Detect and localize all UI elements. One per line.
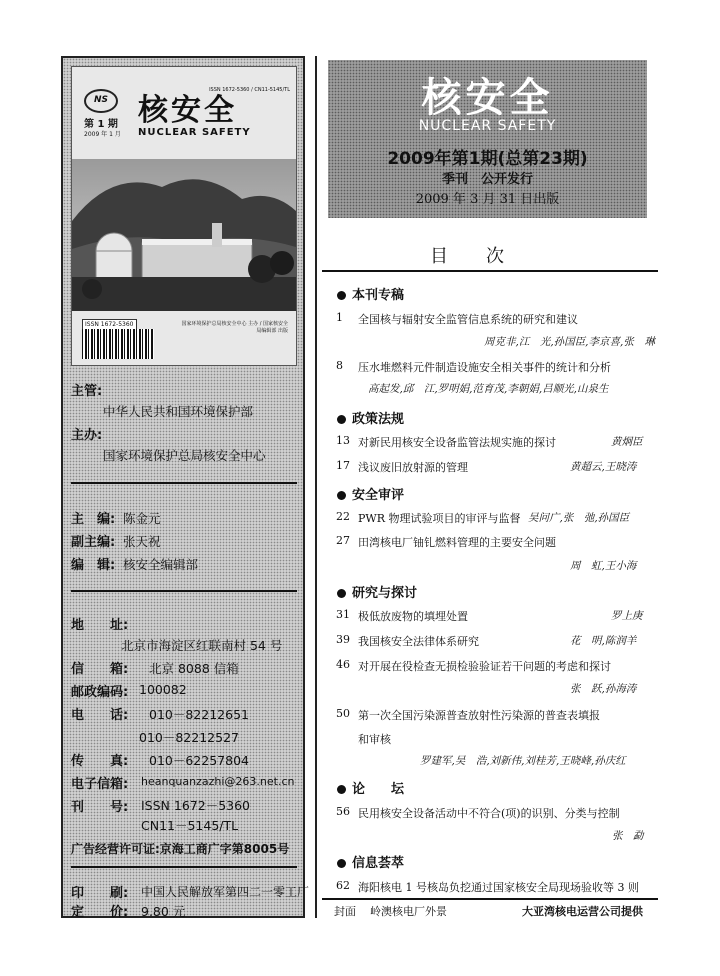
article-title[interactable]: 全国核与辐射安全监管信息系统的研究和建议 bbox=[358, 313, 578, 326]
fax-label: 传 真: bbox=[71, 754, 129, 769]
sponsor-label: 主办: bbox=[71, 428, 103, 443]
journal-header bbox=[328, 60, 647, 218]
article-page: 17 bbox=[336, 459, 350, 472]
article-title[interactable]: PWR 物理试验项目的审评与监督 bbox=[358, 512, 521, 525]
bullet-icon bbox=[337, 491, 346, 500]
article-title[interactable]: 海阳核电 1 号核岛负挖通过国家核安全局现场验收等 3 则 bbox=[358, 881, 639, 894]
cover-label: 封面 bbox=[334, 905, 356, 918]
bullet-icon bbox=[337, 291, 346, 300]
article-title[interactable]: 田湾核电厂铀钆燃料管理的主要安全问题 bbox=[358, 536, 556, 549]
bullet-icon bbox=[337, 859, 346, 868]
journal-title: 核安全 bbox=[421, 75, 554, 121]
article-page: 46 bbox=[336, 658, 350, 671]
cn-value: CN11－5145/TL bbox=[141, 818, 239, 833]
divider bbox=[71, 590, 297, 592]
cover-date: 2009 年 1 月 bbox=[84, 131, 121, 138]
article-title[interactable]: 极低放废物的填埋处置 bbox=[358, 610, 468, 623]
mailbox-label: 信 箱: bbox=[71, 662, 129, 677]
bullet-icon bbox=[337, 589, 346, 598]
deputy-value: 张天祝 bbox=[123, 534, 161, 549]
office-label: 编 辑: bbox=[71, 558, 116, 573]
article-title-cont: 和审核 bbox=[358, 733, 391, 746]
printer-value: 中国人民解放军第四二一零工厂 bbox=[141, 885, 310, 899]
sponsor-value: 国家环境保护总局核安全中心 bbox=[103, 448, 266, 463]
article-title[interactable]: 我国核安全法律体系研究 bbox=[358, 635, 479, 648]
toc-section: 安全审评 bbox=[337, 484, 404, 503]
article-page: 56 bbox=[336, 805, 350, 818]
cover-title: 核安全 bbox=[138, 93, 237, 128]
publication-date: 2009 年 3 月 31 日出版 bbox=[415, 192, 560, 207]
article-authors: 高起发,邱 江,罗明娟,范育茂,李朝娟,吕顺光,山泉生 bbox=[368, 383, 609, 395]
supervisor-value: 中华人民共和国环境保护部 bbox=[103, 404, 254, 419]
article-title[interactable]: 民用核安全设备活动中不符合(项)的识别、分类与控制 bbox=[358, 807, 620, 820]
article-page: 8 bbox=[336, 359, 343, 372]
article-title[interactable]: 浅议废旧放射源的管理 bbox=[358, 461, 468, 474]
cover-title-en: NUCLEAR SAFETY bbox=[138, 127, 251, 138]
mailbox-value: 北京 8088 信箱 bbox=[149, 661, 239, 676]
toc-heading: 目次 bbox=[430, 246, 542, 267]
article-page: 27 bbox=[336, 534, 350, 547]
phone-value-1: 010－82212651 bbox=[149, 707, 249, 722]
editor-label: 主 编: bbox=[71, 512, 116, 527]
power-plant-photo bbox=[72, 159, 296, 311]
postcode-label: 邮政编码: bbox=[71, 685, 129, 700]
ad-license: 广告经营许可证:京海工商广字第8005号 bbox=[71, 842, 290, 856]
office-value: 核安全编辑部 bbox=[123, 557, 199, 572]
toc-section: 论 坛 bbox=[337, 778, 404, 797]
printer-label: 印 刷: bbox=[71, 886, 129, 901]
fax-value: 010－62257804 bbox=[149, 753, 249, 768]
article-page: 31 bbox=[336, 608, 350, 621]
issn-value: ISSN 1672－5360 bbox=[141, 798, 251, 813]
cover-issn-top: ISSN 1672-5360 / CN11-5145/TL bbox=[209, 87, 290, 93]
article-page: 50 bbox=[336, 707, 350, 720]
toc-rule bbox=[322, 270, 658, 272]
journal-title-en: NUCLEAR SAFETY bbox=[418, 118, 557, 134]
article-authors: 罗建军,吴 浩,刘新伟,刘桂芳,王晓峰,孙庆红 bbox=[420, 755, 626, 767]
article-authors: 黄炯臣 bbox=[611, 436, 643, 448]
divider bbox=[71, 866, 297, 868]
bullet-icon bbox=[337, 415, 346, 424]
toc-section: 政策法规 bbox=[337, 408, 404, 427]
cover-issue: 第 1 期 bbox=[84, 119, 118, 130]
cover-description: 岭澳核电厂外景 bbox=[370, 905, 447, 918]
email-value: heanquanzazhi@263.net.cn bbox=[141, 775, 295, 788]
article-title[interactable]: 对开展在役检查无损检验验证若干问题的考虑和探讨 bbox=[358, 660, 611, 673]
email-label: 电子信箱: bbox=[71, 777, 129, 792]
article-authors: 罗上庚 bbox=[611, 610, 643, 622]
price-label: 定 价: bbox=[71, 905, 129, 920]
deputy-label: 副主编: bbox=[71, 535, 116, 550]
article-page: 22 bbox=[336, 510, 350, 523]
article-page: 62 bbox=[336, 879, 350, 892]
toc-section: 信息荟萃 bbox=[337, 852, 404, 871]
cover-issn: ISSN 1672-5360 bbox=[82, 319, 137, 330]
address-value: 北京市海淀区红联南村 54 号 bbox=[121, 638, 283, 653]
article-authors: 周克非,江 光,孙国臣,李京喜,张 琳 bbox=[484, 336, 655, 348]
cover-image bbox=[71, 66, 297, 366]
article-authors: 张 跃,孙海涛 bbox=[570, 683, 637, 695]
divider bbox=[71, 482, 297, 484]
article-authors: 周 虹,王小海 bbox=[570, 560, 637, 572]
toc-rule bbox=[322, 898, 658, 900]
editor-value: 陈金元 bbox=[123, 511, 161, 526]
phone-value-2: 010－82212527 bbox=[139, 730, 239, 745]
bullet-icon bbox=[337, 785, 346, 794]
price-value: 9.80 元 bbox=[141, 904, 186, 919]
article-title[interactable]: 第一次全国污染源普查放射性污染源的普查表填报 bbox=[358, 709, 600, 722]
article-page: 39 bbox=[336, 633, 350, 646]
column-divider bbox=[315, 56, 317, 918]
cover-publisher: 国家环境保护总局核安全中心 主办 / 国家核安全局编辑部 出版 bbox=[181, 321, 288, 334]
publication-type: 季刊 公开发行 bbox=[441, 172, 533, 187]
issue-number: 2009年第1期(总第23期) bbox=[387, 149, 588, 169]
article-authors: 黄超云,王晓涛 bbox=[570, 461, 637, 473]
article-authors: 吴问广,张 弛,孙国臣 bbox=[528, 512, 630, 524]
postcode-value: 100082 bbox=[139, 682, 187, 697]
address-label: 地 址: bbox=[71, 618, 129, 633]
article-authors: 张 勐 bbox=[612, 830, 644, 842]
supervisor-label: 主管: bbox=[71, 384, 103, 399]
masthead-panel bbox=[61, 56, 310, 920]
barcode bbox=[82, 329, 154, 359]
cover-credit: 大亚湾核电运营公司提供 bbox=[522, 905, 643, 918]
article-title[interactable]: 压水堆燃料元件制造设施安全相关事件的统计和分析 bbox=[358, 361, 611, 374]
journal-logo: NS bbox=[84, 89, 118, 113]
toc-section: 本刊专稿 bbox=[337, 284, 404, 303]
article-page: 13 bbox=[336, 434, 350, 447]
article-page: 1 bbox=[336, 311, 343, 324]
issn-label: 刊 号: bbox=[71, 800, 129, 815]
article-title[interactable]: 对新民用核安全设备监管法规实施的探讨 bbox=[358, 436, 556, 449]
article-authors: 花 明,陈润羊 bbox=[570, 635, 637, 647]
toc-section: 研究与探讨 bbox=[337, 582, 417, 601]
phone-label: 电 话: bbox=[71, 708, 129, 723]
